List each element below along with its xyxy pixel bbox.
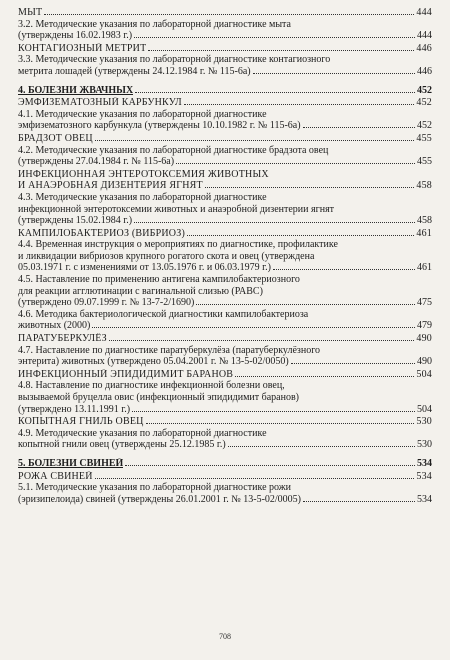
entry-title: КОПЫТНАЯ ГНИЛЬ ОВЕЦ: [18, 416, 144, 428]
page-ref: 446: [417, 65, 432, 77]
dot-leader: [196, 304, 415, 305]
dot-leader: [235, 376, 414, 377]
toc-entry: [18, 109, 432, 132]
entry-title: 4.9. Методические указания по лабораторной диагностике: [18, 427, 267, 439]
dot-leader: [135, 92, 415, 93]
entry-title: (утверждены 27.04.1984 г. № 115-6а): [18, 156, 175, 168]
page-ref: 452: [417, 84, 432, 96]
page-ref: 455: [417, 156, 432, 168]
entry-title: 4.8. Наставление по диагностике инфекционной болезни овец,: [18, 380, 285, 392]
entry-title: И АНАЭРОБНАЯ ДИЗЕНТЕРИЯ ЯГНЯТ: [18, 180, 203, 192]
entry-title: (утверждено 13.11.1991 г.): [18, 403, 131, 415]
page-ref: 461: [417, 262, 432, 274]
disease-heading: [18, 133, 432, 145]
page-ref: 530: [417, 439, 432, 451]
entry-title: ПАРАТУБЕРКУЛЁЗ: [18, 333, 107, 345]
entry-title: 4.2. Методические указания по лабораторной диагностике брадзота овец: [18, 144, 329, 156]
dot-leader: [125, 465, 415, 466]
chapter-heading: [18, 458, 432, 470]
dot-leader: [134, 37, 415, 38]
entry-title: (утверждено 09.07.1999 г. № 13-7-2/1690): [18, 297, 195, 309]
disease-heading: [18, 369, 432, 381]
dot-leader: [187, 235, 414, 236]
entry-title: вызываемой бруцелла овис (инфекционный эпидидимит баранов): [18, 392, 300, 403]
entry-title: 4.4. Временная инструкция о мероприятиях по диагностике, профилактике: [18, 239, 338, 251]
toc-entry: [18, 482, 432, 505]
page-ref: 490: [417, 356, 432, 368]
disease-heading: [18, 471, 432, 483]
dot-leader: [291, 363, 415, 364]
page-ref: 504: [416, 368, 432, 380]
toc-entry: [18, 239, 432, 274]
dot-leader: [205, 187, 415, 188]
page-ref: 504: [417, 403, 432, 415]
entry-title: 4.1. Методические указания по лабораторной диагностике: [18, 108, 267, 120]
page-ref: 444: [417, 30, 432, 42]
page-ref: 452: [416, 97, 432, 109]
entry-title: КАМПИЛОБАКТЕРИОЗ (ВИБРИОЗ): [18, 227, 185, 239]
entry-title: энтерита) животных (утверждено 05.04.2001 г. № 13-5-02/0050): [18, 356, 289, 368]
entry-title: 4.6. Методика бактериологической диагностики кампилобактериоза: [18, 308, 309, 320]
dot-leader: [95, 140, 415, 141]
entry-title: 4.3. Методические указания по лабораторной диагностике: [18, 191, 267, 203]
page-ref: 479: [417, 320, 432, 332]
entry-title: животных (2000): [18, 320, 91, 332]
entry-title: (утверждены 16.02.1983 г.): [18, 30, 133, 42]
disease-heading: [18, 228, 432, 240]
toc-entry: [18, 428, 432, 451]
entry-title: КОНТАГИОЗНЫЙ МЕТРИТ: [18, 42, 147, 54]
entry-title: 4.5. Наставление по применению антигена кампилобактериозного: [18, 274, 300, 286]
entry-title: ИНФЕКЦИОННАЯ ЭНТЕРОТОКСЕМИЯ ЖИВОТНЫХ: [18, 168, 269, 180]
entry-title: 5. БОЛЕЗНИ СВИНЕЙ: [18, 457, 124, 469]
toc-entry: [18, 145, 432, 168]
entry-title: эмфизематозного карбункула (утверждены 10.10.1982 г. № 115-6а): [18, 120, 301, 132]
entry-title: для реакции агглютинации с вагинальной слизью (РАВС): [18, 285, 263, 297]
entry-title: (эризипелоида) свиней (утверждены 26.01.2001 г. № 13-5-02/0005): [18, 493, 302, 505]
dot-leader: [176, 163, 415, 164]
disease-heading: [18, 169, 432, 192]
toc-entry: [18, 380, 432, 415]
entry-title: 3.3. Методические указания по лабораторной диагностике контагиозного: [18, 54, 331, 66]
page-ref: 452: [417, 120, 432, 132]
page-ref: 455: [416, 132, 432, 144]
dot-leader: [303, 501, 415, 502]
entry-title: копытной гнили овец (утверждены 25.12.1985 г.): [18, 439, 226, 451]
entry-title: 05.03.1971 г. с изменениями от 13.05.1976 г. и 06.03.1979 г.): [18, 262, 271, 274]
page-ref: 461: [416, 227, 432, 239]
disease-heading: [18, 333, 432, 345]
toc-entry: [18, 274, 432, 309]
entry-title: 4. БОЛЕЗНИ ЖВАЧНЫХ: [18, 84, 134, 96]
entry-title: РОЖА СВИНЕЙ: [18, 470, 93, 482]
disease-heading: [18, 7, 432, 19]
page-ref: 458: [417, 215, 432, 227]
dot-leader: [109, 340, 415, 341]
entry-title: 5.1. Методические указания по лабораторной диагностике рожи: [18, 482, 292, 494]
entry-title: ЭМФИЗЕМАТОЗНЫЙ КАРБУНКУЛ: [18, 97, 182, 109]
entry-title: 4.7. Наставление по диагностике паратуберкулёза (паратуберкулёзного: [18, 344, 321, 356]
page-ref: 446: [416, 42, 432, 54]
toc-entry: [18, 345, 432, 368]
disease-heading: [18, 416, 432, 428]
page-ref: 530: [416, 416, 432, 428]
entry-title: БРАДЗОТ ОВЕЦ: [18, 132, 93, 144]
toc-entry: [18, 19, 432, 42]
entry-title: МЫТ: [18, 7, 43, 18]
toc-entry: [18, 192, 432, 227]
page-ref: 534: [416, 470, 432, 482]
toc-entry: [18, 309, 432, 332]
dot-leader: [134, 222, 415, 223]
page-ref: 534: [417, 493, 432, 505]
dot-leader: [44, 14, 414, 15]
disease-heading: [18, 97, 432, 109]
chapter-heading: [18, 85, 432, 97]
dot-leader: [95, 478, 415, 479]
entry-title: метрита лошадей (утверждены 24.12.1984 г. № 115-6а): [18, 65, 251, 77]
page-ref: 490: [416, 333, 432, 345]
entry-title: 3.2. Методические указания по лабораторной диагностике мыта: [18, 18, 291, 30]
dot-leader: [92, 327, 415, 328]
dot-leader: [273, 269, 415, 270]
disease-heading: [18, 43, 432, 55]
dot-leader: [146, 423, 415, 424]
page-ref: 475: [417, 297, 432, 309]
dot-leader: [148, 50, 414, 51]
page-ref: 444: [416, 7, 432, 18]
dot-leader: [228, 446, 415, 447]
page-number: 708: [219, 632, 231, 641]
page-ref: 458: [416, 180, 432, 192]
dot-leader: [303, 127, 415, 128]
entry-title: ИНФЕКЦИОННЫЙ ЭПИДИДИМИТ БАРАНОВ: [18, 368, 234, 380]
entry-title: инфекционной энтеротоксемии животных и анаэробной дизентерии ягнят: [18, 203, 335, 215]
dot-leader: [184, 104, 415, 105]
page-ref: 534: [417, 457, 432, 469]
entry-title: и ликвидации вибриозов крупного рогатого скота и овец (утверждена: [18, 250, 315, 262]
entry-title: (утверждены 15.02.1984 г.): [18, 215, 133, 227]
toc-entry: [18, 54, 432, 77]
table-of-contents: [18, 6, 432, 505]
dot-leader: [253, 73, 415, 74]
dot-leader: [132, 411, 415, 412]
